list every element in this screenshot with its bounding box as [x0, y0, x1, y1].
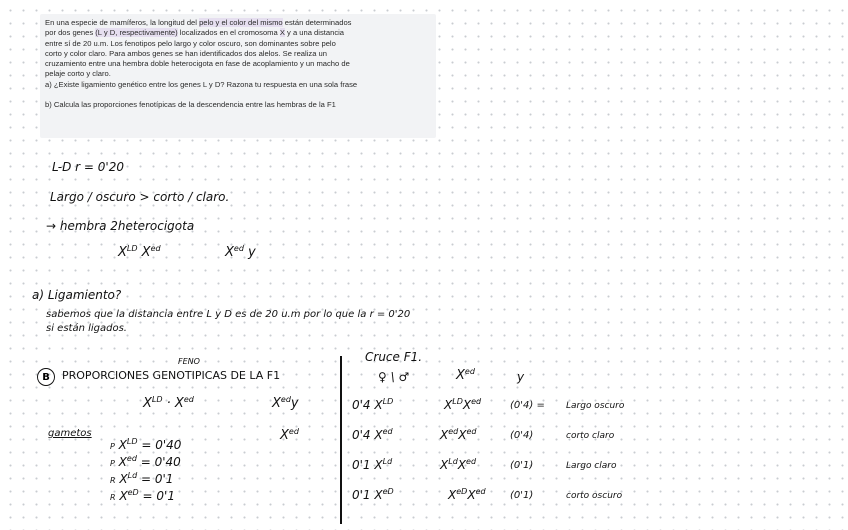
genotype-y: y [290, 396, 299, 411]
genotype-x: X [440, 428, 449, 442]
genotype-x: X [119, 472, 128, 486]
gametes-list [110, 438, 181, 506]
prompt-line-1 [45, 18, 431, 28]
cruce-gamete [352, 458, 392, 472]
gamete-text: 0'4 X [352, 428, 383, 442]
genotype-x: X [118, 245, 127, 260]
cruce-probability: (0'1) [510, 490, 534, 501]
cruce-row [352, 458, 662, 488]
cruce-f1-title: Cruce F1. [365, 350, 423, 364]
cruce-header-gamete [456, 368, 475, 383]
allele-sup: ed [466, 427, 477, 436]
gamete-tag: P [110, 459, 115, 468]
gamete-text: 0'1 X [352, 488, 383, 502]
prompt-line-5: cruzamiento entre una hembra doble heterocigota en fase de acoplamiento y un macho de [45, 59, 350, 69]
prompt-line-3: entre sí de 20 u.m. Los fenotipos pelo largo y color oscuro, son dominantes sobre pelo [45, 38, 336, 48]
gamete-value: = 0'40 [141, 438, 182, 452]
cruce-gamete [352, 428, 393, 442]
cruce-probability: (0'4) = [510, 400, 545, 411]
allele-sup: ed [382, 427, 393, 436]
answer-a-title: a) Ligamiento? [32, 288, 122, 302]
gamete-row [110, 455, 181, 472]
question-a: a) ¿Existe ligamiento genético entre los genes L y D? Razona tu respuesta en una sola frase [45, 79, 358, 89]
genotype-x: X [458, 428, 467, 442]
gamete-value: = 0'40 [140, 455, 181, 469]
cruce-phenotype: Largo claro [566, 461, 617, 471]
female-genotype [118, 245, 161, 260]
cruce-table [352, 398, 662, 518]
allele-sup: ed [464, 367, 475, 376]
genotype-x: X [457, 458, 467, 472]
cruce-phenotype: corto oscuro [566, 491, 623, 501]
answer-a-line-2: si están ligados. [46, 323, 127, 334]
allele-sup: LD [126, 244, 138, 253]
gamete-text: 0'4 X [352, 398, 383, 412]
cruce-probability: (0'1) [510, 460, 534, 471]
genotype-x: X [448, 488, 457, 502]
prompt-line-2 [45, 28, 431, 38]
gamete-value: = 0'1 [141, 472, 174, 486]
allele-sup: ed [233, 244, 244, 253]
cruce-row [352, 488, 662, 518]
allele-sup: ed [471, 397, 482, 406]
allele-sup: ed [126, 454, 137, 463]
gamete-row [110, 472, 181, 489]
cruce-row [352, 428, 662, 458]
prompt-text: por dos genes [45, 28, 96, 38]
allele-sup: ed [288, 427, 299, 436]
answer-a-line-1: sabemos que la distancia entre L y D es de 20 u.m por lo que la r = 0'20 [46, 309, 411, 320]
gamete-value: = 0'1 [142, 489, 175, 503]
genotype-x: X [141, 245, 151, 260]
cruce-phenotype: Largo oscuro [566, 401, 625, 411]
allele-sup: Ld [127, 471, 138, 480]
male-gamete [280, 428, 299, 443]
cruce-sex-header: ♀ \ ♂ [378, 370, 410, 384]
cruce-genotype [448, 488, 486, 502]
allele-sup: Ld [382, 457, 393, 466]
prompt-text: y a una distancia [284, 28, 345, 38]
male-genotype [225, 245, 256, 260]
genotype-x: X [225, 245, 234, 260]
genotype-x: X [456, 368, 465, 383]
gamete-tag: R [110, 493, 116, 502]
gamete-row [110, 489, 181, 506]
allele-sup: ed [466, 457, 477, 466]
spacer [45, 90, 431, 100]
problem-statement-card [40, 14, 436, 138]
section-b-circle: B [37, 368, 55, 386]
genotype-y: y [248, 245, 256, 260]
genotype-x: X [143, 396, 152, 411]
parental-cross-male [272, 396, 299, 411]
genotype-x: X [118, 455, 127, 469]
allele-sup: LD [382, 397, 394, 406]
prompt-text: localizados en el cromosoma [177, 28, 280, 38]
allele-sup: LD [126, 437, 138, 446]
genotype-x: X [444, 398, 453, 412]
allele-sup: eD [456, 487, 468, 496]
gamete-tag: R [110, 476, 116, 485]
allele-sup: LD [452, 397, 463, 406]
note-dominance: Largo / oscuro > corto / claro. [50, 190, 230, 204]
vertical-divider [340, 356, 342, 524]
cruce-phenotype: corto claro [566, 431, 615, 441]
allele-sup: Ld [448, 457, 458, 466]
genotype-x: X [118, 438, 127, 452]
gamete-tag: P [110, 442, 115, 451]
prompt-line-6: pelaje corto y claro. [45, 69, 111, 79]
genotype-x: X [272, 396, 281, 411]
allele-sup: ed [475, 487, 486, 496]
genotype-x: X [440, 458, 449, 472]
note-female-heterozygous: → hembra 2heterocigota [46, 219, 195, 233]
cruce-probability: (0'4) [510, 430, 534, 441]
allele-sup: eD [127, 488, 139, 497]
allele-sup: eD [382, 487, 394, 496]
question-b: b) Calcula las proporciones fenotípicas de la descendencia entre las hembras de la F1 [45, 100, 336, 110]
genotype-x: X [119, 489, 128, 503]
allele-sup: ed [280, 395, 291, 404]
cruce-gamete [352, 398, 393, 412]
cruce-genotype [440, 458, 476, 472]
genotype-x: · X [166, 396, 184, 411]
highlighted-text: X [279, 28, 285, 38]
section-b-title: PROPORCIONES GENOTIPICAS DE LA F1 [62, 369, 281, 382]
cruce-genotype [440, 428, 476, 442]
section-b-fen-insert: FENO [178, 357, 200, 366]
cruce-gamete [352, 488, 394, 502]
note-ld-recombination: L-D r = 0'20 [52, 160, 124, 174]
gamete-text: 0'1 X [352, 458, 383, 472]
cruce-row [352, 398, 662, 428]
genotype-x: X [462, 398, 472, 412]
gamete-row [110, 438, 181, 455]
parental-cross-female [143, 396, 194, 411]
highlighted-text: pelo y el color del mismo [199, 18, 283, 27]
allele-sup: ed [183, 395, 194, 404]
genotype-x: X [280, 428, 289, 443]
prompt-text: están determinados [282, 18, 352, 27]
cruce-genotype [444, 398, 481, 412]
gametes-label: gametos [48, 428, 92, 439]
prompt-line-4: corto y color claro. Para ambos genes se han identificados dos alelos. Se realiza un [45, 48, 327, 58]
allele-sup: ed [150, 244, 161, 253]
prompt-text: En una especie de mamíferos, la longitud del [45, 18, 200, 27]
genotype-x: X [467, 488, 476, 502]
cruce-header-y: y [517, 370, 525, 384]
allele-sup: ed [448, 427, 459, 436]
highlighted-text: (L y D, respectivamente) [95, 28, 178, 38]
allele-sup: LD [151, 395, 163, 404]
